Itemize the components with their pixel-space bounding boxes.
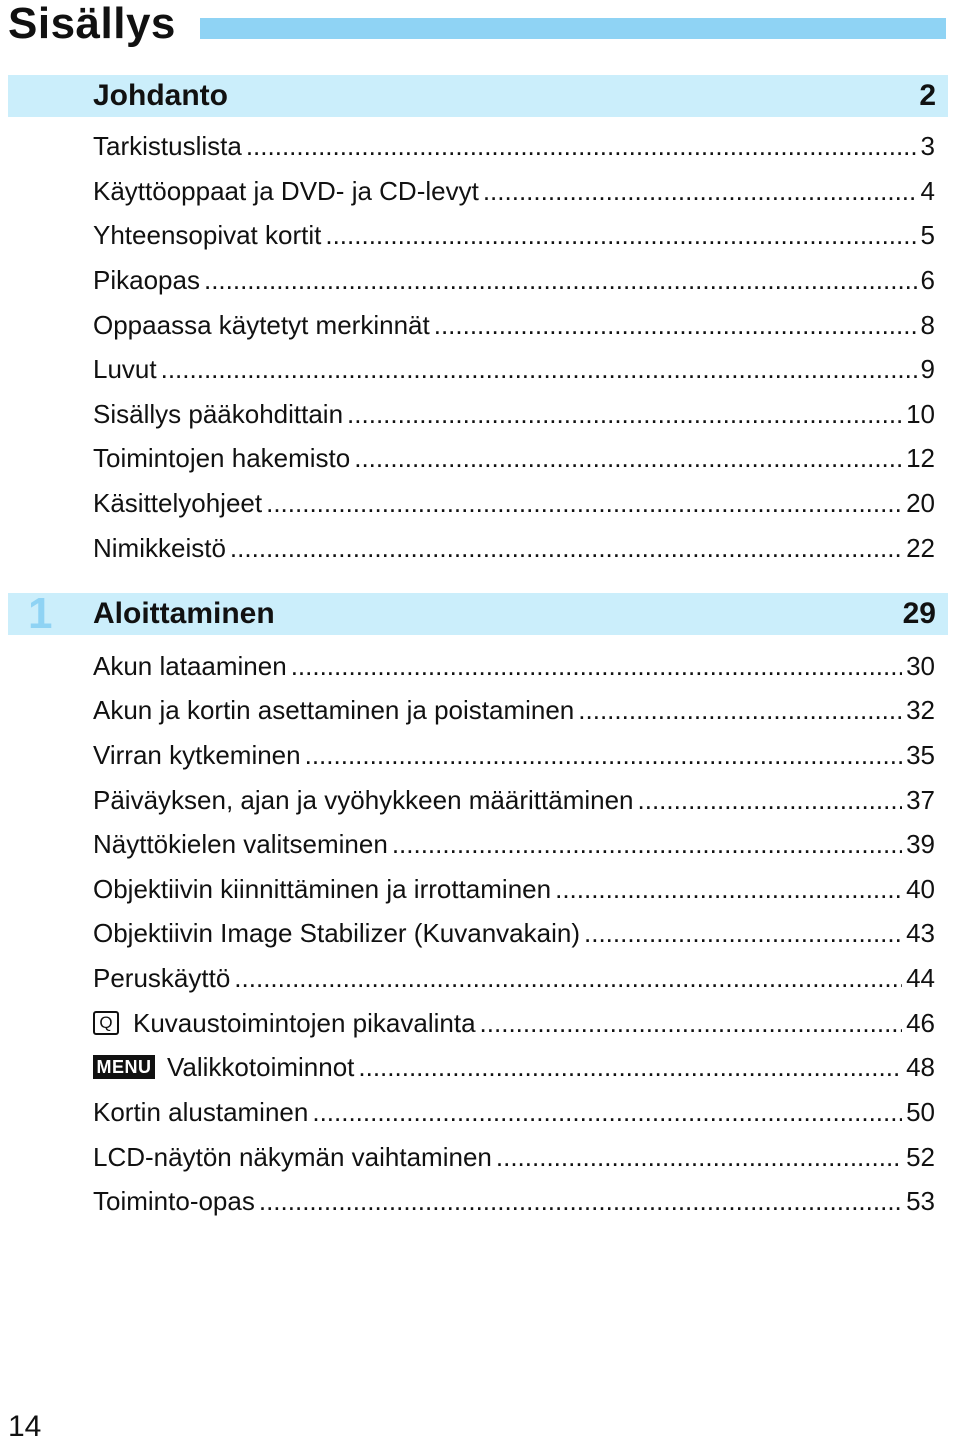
leader-dots (434, 308, 917, 342)
toc-entry-label: Luvut (93, 354, 157, 384)
toc-entry[interactable] (93, 738, 935, 772)
toc-entry-label: Käyttöoppaat ja DVD- ja CD-levyt (93, 176, 479, 206)
toc-entry-label: Toiminto-opas (93, 1186, 255, 1216)
toc-entry-label: Sisällys pääkohdittain (93, 399, 344, 429)
leader-dots (312, 1095, 902, 1129)
toc-entry[interactable] (93, 961, 935, 995)
toc-entry-label: Kuvaustoimintojen pikavalinta (133, 1008, 476, 1038)
leader-dots (638, 783, 903, 817)
toc-entry-page: 3 (920, 131, 935, 161)
leader-dots (496, 1140, 902, 1174)
leader-dots (259, 1184, 902, 1218)
toc-entry[interactable] (93, 441, 935, 475)
toc-entry[interactable] (93, 263, 935, 297)
section-page-number: 2 (919, 79, 936, 112)
toc-entry-page: 6 (920, 265, 935, 295)
toc-entry-page: 5 (920, 220, 935, 250)
toc-entry-label: Akun lataaminen (93, 651, 287, 681)
section-title: Aloittaminen (93, 597, 275, 630)
leader-dots (555, 872, 902, 906)
toc-entry-label: Näyttökielen valitseminen (93, 829, 388, 859)
toc-entry-page: 8 (920, 310, 935, 340)
toc-entry-label: Valikkotoiminnot (167, 1052, 355, 1082)
toc-entry[interactable] (93, 174, 935, 208)
toc-entry[interactable] (93, 693, 935, 727)
toc-entry[interactable] (93, 397, 935, 431)
toc-entry-page: 32 (906, 695, 935, 725)
leader-dots (230, 531, 902, 565)
chapter-number: 1 (28, 589, 53, 638)
leader-dots (578, 693, 902, 727)
toc-entry-page: 44 (906, 963, 935, 993)
toc-entry-label: Virran kytkeminen (93, 740, 301, 770)
leader-dots (584, 916, 902, 950)
title-accent-bar (200, 18, 946, 39)
leader-dots (392, 827, 902, 861)
section-title: Johdanto (93, 79, 228, 112)
toc-entry-label: Käsittelyohjeet (93, 488, 263, 518)
toc-entry-label: Peruskäyttö (93, 963, 231, 993)
toc-entry-label: Nimikkeistö (93, 533, 226, 563)
leader-dots (246, 129, 917, 163)
toc-entry-label: Yhteensopivat kortit (93, 220, 322, 250)
toc-entry[interactable] (93, 1095, 935, 1129)
toc-entry-page: 52 (906, 1142, 935, 1172)
q-button-icon: Q (93, 1011, 119, 1035)
toc-entry-page: 20 (906, 488, 935, 518)
toc-entry-page: 40 (906, 874, 935, 904)
toc-entry[interactable] (93, 827, 935, 861)
section-header-chapter-1[interactable] (8, 589, 948, 638)
toc-entry[interactable] (93, 1140, 935, 1174)
toc-entry-page: 46 (906, 1008, 935, 1038)
leader-dots (234, 961, 902, 995)
toc-entry-label: Akun ja kortin asettaminen ja poistaminen (93, 695, 575, 725)
toc-entry-page: 22 (906, 533, 935, 563)
toc-entry-label: Tarkistuslista (93, 131, 242, 161)
toc-entry-page: 4 (920, 176, 935, 206)
page-number: 14 (8, 1410, 42, 1443)
toc-entry[interactable] (93, 916, 935, 950)
toc-entry[interactable] (93, 352, 935, 386)
toc-entry-page: 35 (906, 740, 935, 770)
leader-dots (325, 218, 916, 252)
toc-entry-page: 53 (906, 1186, 935, 1216)
toc-entry-page: 30 (906, 651, 935, 681)
toc-entry-page: 48 (906, 1052, 935, 1082)
leader-dots (266, 486, 902, 520)
menu-button-icon: MENU (93, 1055, 155, 1079)
toc-entry[interactable] (93, 486, 935, 520)
leader-dots (480, 1006, 903, 1040)
toc-entry-label: Oppaassa käytetyt merkinnät (93, 310, 430, 340)
toc-entry-page: 12 (906, 443, 935, 473)
toc-entry[interactable] (93, 1006, 935, 1040)
toc-entry[interactable] (93, 308, 935, 342)
leader-dots (483, 174, 917, 208)
toc-entry-label: Pikaopas (93, 265, 200, 295)
toc-entry-label: Kortin alustaminen (93, 1097, 309, 1127)
toc-entry-page: 50 (906, 1097, 935, 1127)
leader-dots (204, 263, 917, 297)
toc-entry[interactable] (93, 1050, 935, 1084)
toc-entry-label: Objektiivin Image Stabilizer (Kuvanvakain) (93, 918, 580, 948)
toc-entry[interactable] (93, 872, 935, 906)
toc-entry-page: 37 (906, 785, 935, 815)
leader-dots (358, 1050, 902, 1084)
toc-entry-page: 10 (906, 399, 935, 429)
page-title: Sisällys (8, 0, 176, 48)
section-page-number: 29 (902, 597, 936, 630)
toc-entry-label: Päiväyksen, ajan ja vyöhykkeen määrittäminen (93, 785, 634, 815)
leader-dots (354, 441, 902, 475)
toc-entry-label: Toimintojen hakemisto (93, 443, 351, 473)
leader-dots (161, 352, 917, 386)
toc-entry[interactable] (93, 218, 935, 252)
leader-dots (347, 397, 902, 431)
toc-entry-page: 9 (920, 354, 935, 384)
leader-dots (305, 738, 902, 772)
toc-entry[interactable] (93, 129, 935, 163)
toc-entry-page: 39 (906, 829, 935, 859)
toc-entry-page: 43 (906, 918, 935, 948)
leader-dots (291, 649, 902, 683)
section-header-intro[interactable] (8, 75, 948, 117)
toc-entry[interactable] (93, 649, 935, 683)
toc-entry[interactable] (93, 531, 935, 565)
toc-entry[interactable] (93, 783, 935, 817)
toc-entry-label: Objektiivin kiinnittäminen ja irrottaminen (93, 874, 552, 904)
toc-entry-label: LCD-näytön näkymän vaihtaminen (93, 1142, 492, 1172)
toc-entry[interactable] (93, 1184, 935, 1218)
